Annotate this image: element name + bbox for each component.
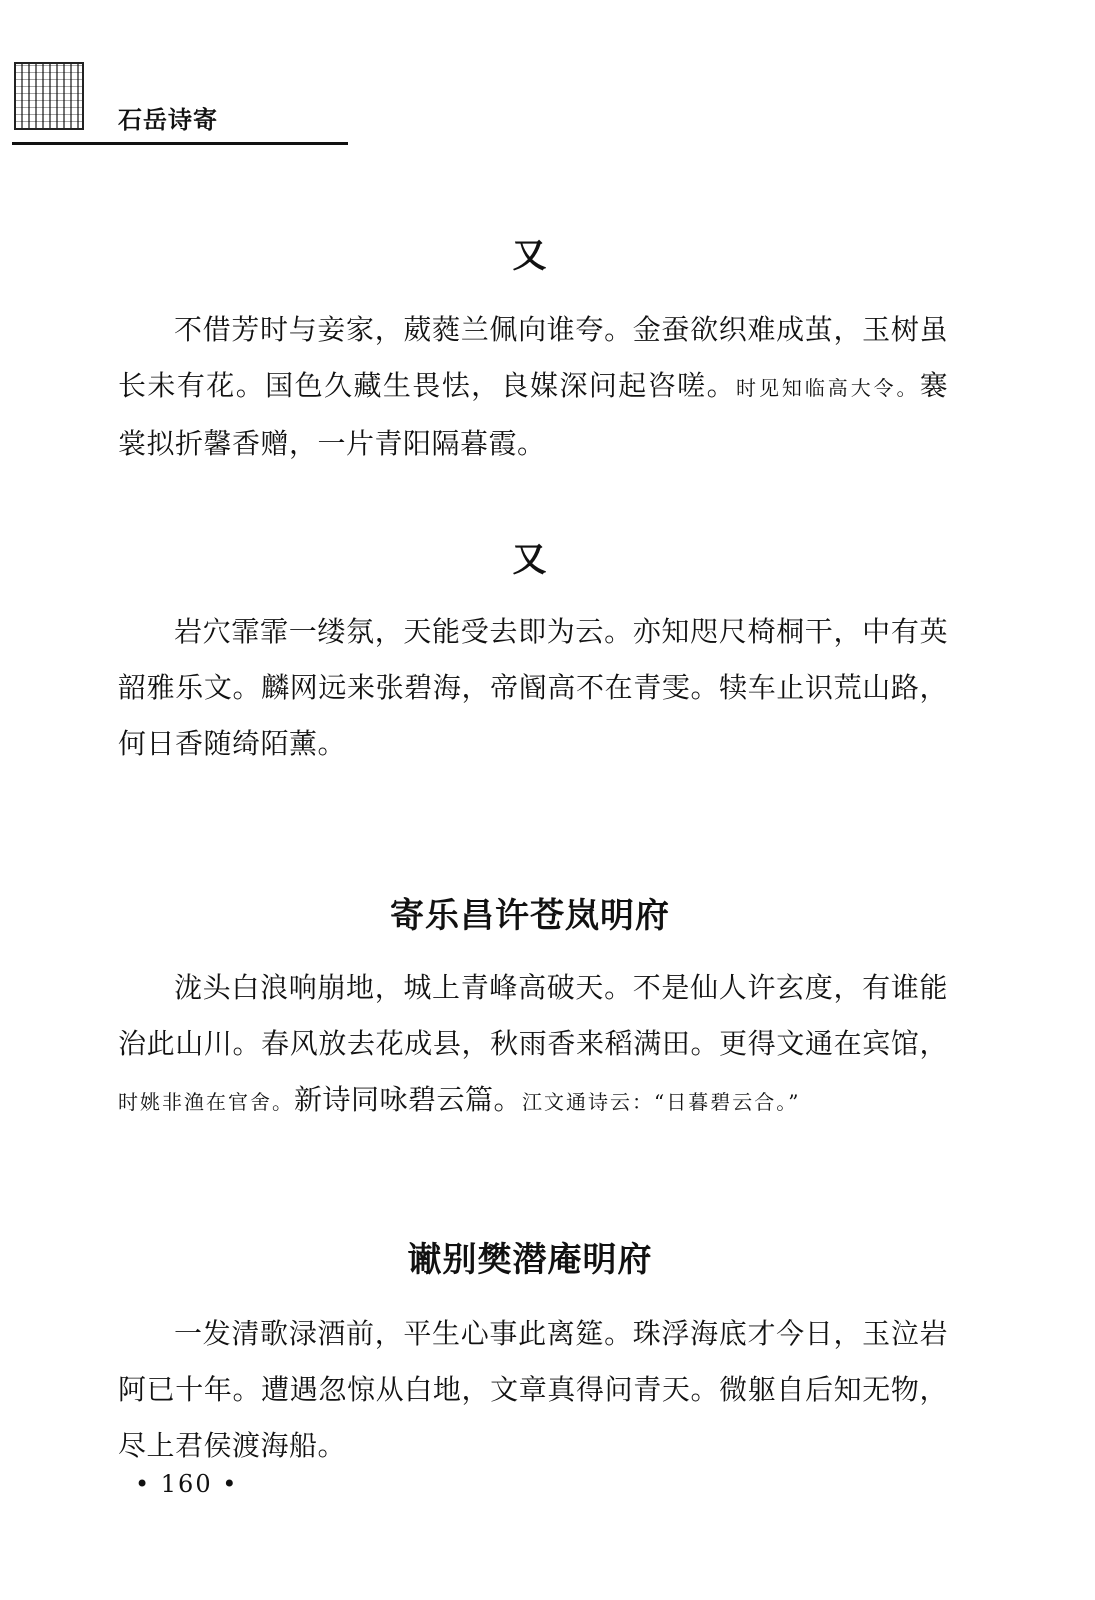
poem-title: 谳别樊潜庵明府 bbox=[407, 1240, 653, 1280]
annotation-note: 时见知临高大令。 bbox=[736, 376, 920, 400]
page-number: • 160 • bbox=[135, 1470, 239, 1498]
poem-body bbox=[118, 604, 948, 772]
poem-title: 又 bbox=[512, 236, 548, 276]
poem-body bbox=[118, 960, 948, 1130]
verse-text: 岩穴霏霏一缕氛，天能受去即为云。亦知咫尺椅桐干，中有英韶雅乐文。麟网远来张碧海，帝阍高不在青雯。犊车止识荒山路，何日香随绮陌薰。 bbox=[118, 615, 948, 760]
poem-title: 寄乐昌许苍岚明府 bbox=[390, 896, 670, 936]
header-rule bbox=[12, 142, 348, 145]
verse-text: 褰裳拟折馨香赠，一片青阳隔暮霞。 bbox=[118, 369, 949, 460]
poem-body bbox=[118, 302, 948, 472]
annotation-note: 时姚非渔在官舍。 bbox=[118, 1090, 294, 1114]
seal-stamp-icon bbox=[14, 62, 84, 130]
poem-title: 又 bbox=[512, 540, 548, 580]
verse-text: 不借芳时与妾家，葳蕤兰佩向谁夸。金蚕欲织难成茧，玉树虽长未有花。国色久藏生畏怯，良媒深问起咨嗟。 bbox=[118, 313, 948, 402]
verse-text: 泷头白浪响崩地，城上青峰高破天。不是仙人许玄度，有谁能治此山川。春风放去花成县，秋雨香来稻满田。更得文通在宾馆， bbox=[118, 971, 948, 1060]
book-title: 石岳诗寄 bbox=[118, 106, 218, 134]
verse-text: 一发清歌渌酒前，平生心事此离筵。珠浮海底才今日，玉泣岩阿已十年。遭遇忽惊从白地，文章真得问青天。微躯自后知无物，尽上君侯渡海船。 bbox=[118, 1317, 948, 1462]
annotation-note: 江文通诗云：“日暮碧云合。” bbox=[522, 1090, 801, 1114]
poem-body bbox=[118, 1306, 948, 1474]
verse-text: 新诗同咏碧云篇。 bbox=[294, 1083, 523, 1116]
running-header bbox=[12, 62, 352, 152]
